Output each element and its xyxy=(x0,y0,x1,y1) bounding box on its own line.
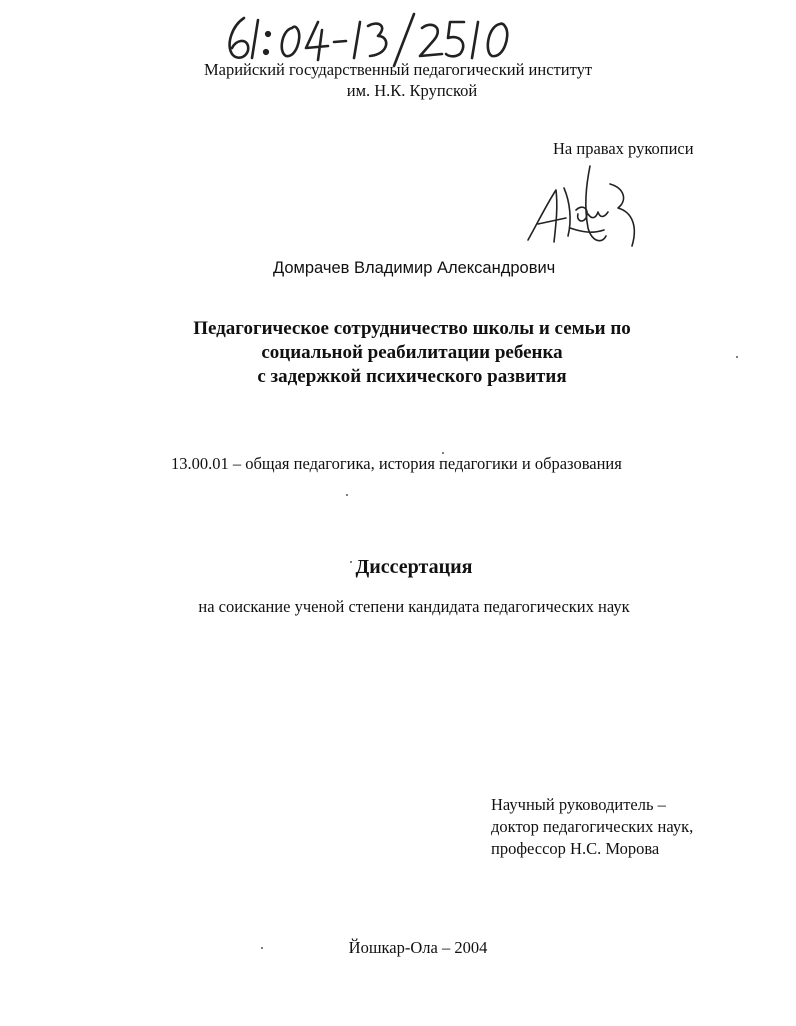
document-type: Диссертация xyxy=(355,556,473,578)
supervisor-name: профессор Н.С. Морова xyxy=(491,839,660,858)
specialty-code: 13.00.01 – общая педагогика, история педагогики и образования xyxy=(171,454,622,473)
scan-speck xyxy=(736,356,738,358)
signature xyxy=(520,162,650,257)
scan-speck xyxy=(442,452,444,454)
supervisor-label: Научный руководитель – xyxy=(491,795,666,814)
institution-namesake: им. Н.К. Крупской xyxy=(346,81,478,100)
manuscript-rights-note: На правах рукописи xyxy=(553,139,694,158)
title-line-1: Педагогическое сотрудничество школы и семьи по xyxy=(193,318,631,339)
title-line-2: социальной реабилитации ребенка xyxy=(261,342,563,363)
degree-purpose: на соискание ученой степени кандидата педагогических наук xyxy=(198,597,630,616)
place-and-year: Йошкар-Ола – 2004 xyxy=(348,938,488,957)
institution-name: Марийский государственный педагогический институт xyxy=(203,60,593,79)
author-name: Домрачев Владимир Александрович xyxy=(273,259,556,277)
scan-speck xyxy=(261,947,263,949)
title-line-3: с задержкой психического развития xyxy=(257,366,567,387)
supervisor-degree: доктор педагогических наук, xyxy=(491,817,694,836)
scan-speck xyxy=(346,494,348,496)
scan-speck xyxy=(350,561,352,563)
